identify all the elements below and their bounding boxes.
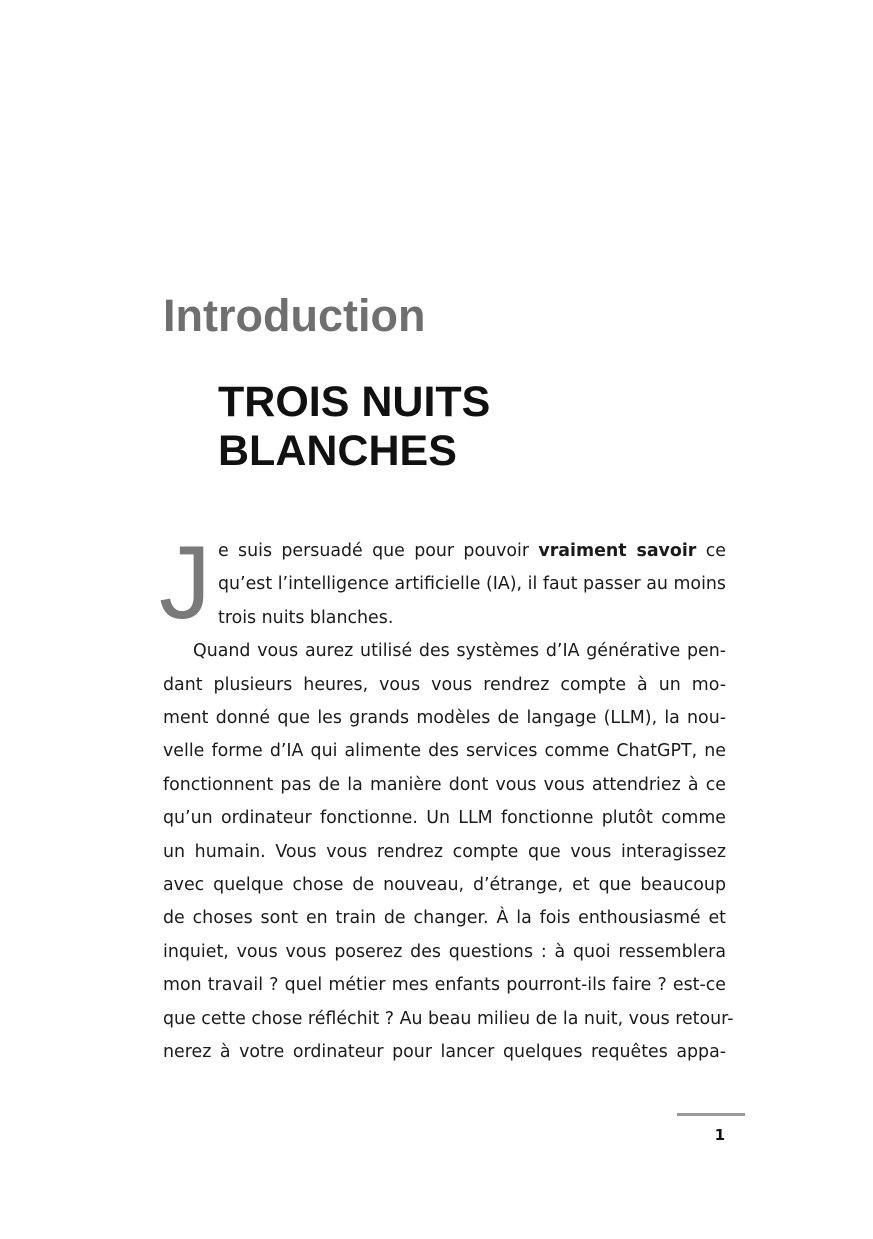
paragraph-line: un humain. Vous vous rendrez compte que vous interagissez (163, 841, 726, 862)
drop-cap: J (159, 525, 211, 641)
footer-rule (677, 1113, 745, 1116)
paragraph-line: trois nuits blanches. (218, 607, 394, 628)
paragraph-line: fonctionnent pas de la manière dont vous vous attendriez à ce (163, 774, 726, 795)
text-run: e suis persuadé que pour pouvoir (218, 541, 539, 561)
paragraph-line: qu’est l’intelligence artificielle (IA), il faut passer au moins (218, 574, 726, 595)
chapter-label: Introduction (163, 290, 426, 341)
paragraph-line: avec quelque chose de nouveau, d’étrange, et que beaucoup (163, 875, 726, 896)
chapter-title-line-2: BLANCHES (218, 427, 457, 475)
paragraph-line: nerez à votre ordinateur pour lancer quelques requêtes appa- (163, 1042, 726, 1063)
paragraph-line: ment donné que les grands modèles de langage (LLM), la nou- (163, 708, 726, 729)
paragraph-line: dant plusieurs heures, vous vous rendrez compte à un mo- (163, 674, 726, 695)
paragraph-line: que cette chose réfléchit ? Au beau milieu de la nuit, vous retour- (163, 1008, 734, 1029)
second-paragraph (163, 635, 734, 1069)
first-paragraph (159, 525, 727, 641)
paragraph-line: velle forme d’IA qui alimente des services comme ChatGPT, ne (163, 741, 726, 762)
paragraph-line: mon travail ? quel métier mes enfants pourront-ils faire ? est-ce (163, 975, 726, 996)
chapter-title-line-1: TROIS NUITS (218, 378, 491, 426)
paragraph-line: qu’un ordinateur fonctionne. Un LLM fonctionne plutôt comme (163, 808, 726, 829)
bold-emphasis: vraiment savoir (538, 541, 697, 561)
paragraph-line: de choses sont en train de changer. À la fois enthousiasmé et (163, 908, 726, 929)
body-text (159, 525, 734, 1070)
text-run: ce (696, 541, 727, 561)
page-number: 1 (714, 1126, 725, 1144)
paragraph-line (163, 535, 726, 568)
chapter-title (218, 378, 638, 476)
paragraph-line: inquiet, vous vous poserez des questions : à quoi ressemblera (163, 941, 726, 962)
paragraph-line: Quand vous aurez utilisé des systèmes d’IA générative pen- (193, 641, 726, 662)
